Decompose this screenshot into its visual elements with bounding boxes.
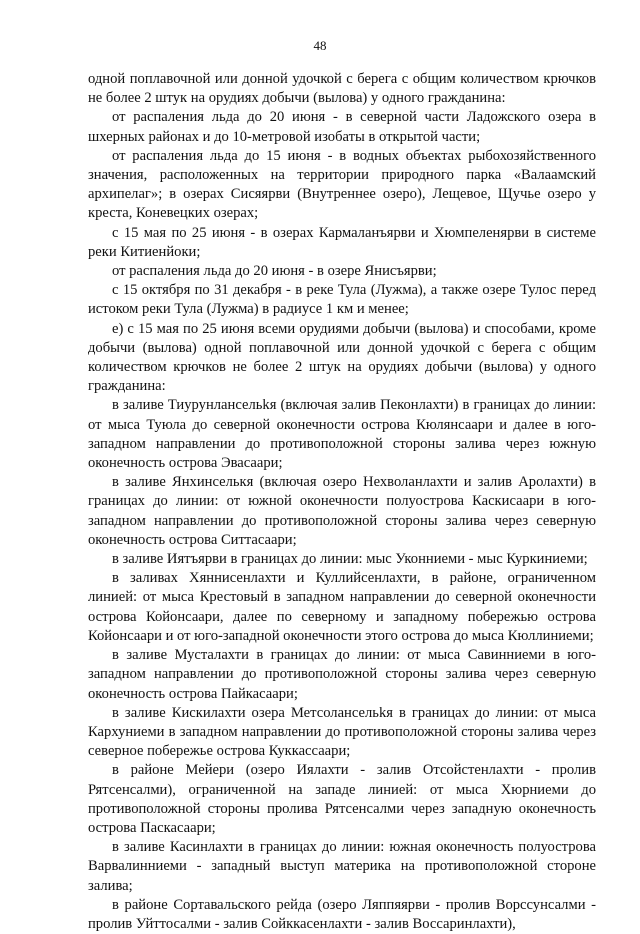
paragraph: в заливе Янхинселькя (включая озеро Нехволанлахти и залив Аролахти) в границах до линии: от южной оконечности полуострова Каскисаари в юго-западном направлении до противоположной стороны залива через северную оконечность острова Ситтасаари;: [88, 474, 596, 548]
paragraph: в заливе Мусталахти в границах до линии: от мыса Савинниеми в юго-западном направлении до противоположной стороны залива через северную оконечность острова Пайкасаари;: [88, 647, 596, 702]
document-body: [88, 70, 596, 934]
paragraph: от распаления льда до 15 июня - в водных объектах рыбохозяйственного значения, расположенных на территории природного парка «Валаамский архипелаг»; в озерах Сисяярви (Внутреннее озеро), Лещевое, Щучье озеро у креста, Коневецких озерах;: [88, 147, 596, 222]
paragraph: с 15 мая по 25 июня - в озерах Кармаланъярви и Хюмпеленярви в системе реки Китиенйоки;: [88, 224, 596, 260]
paragraph: в районе Сортавальского рейда (озеро Ляппяярви - пролив Ворссунсалми - пролив Уйттосалми - залив Сойккасенлахти - залив Воссаринлахти),: [88, 896, 596, 932]
paragraph: в заливе Кискилахти озера Метсолансельkя в границах до линии: от мыса Кархуниеми в западном направлении до противоположной стороны залива через северное побережье острова Куккассаари;: [88, 704, 596, 760]
paragraph: от распаления льда до 20 июня - в северной части Ладожского озера в шхерных районах и до 10-метровой изобаты в открытой части;: [88, 109, 596, 145]
paragraph: в районе Мейери (озеро Иялахти - залив Отсойстенлахти - пролив Рятсенсалми), ограниченной на западе линией: от мыса Хюрниеми до противоположной стороны пролива Рятсенсалми через западную оконечность острова Паскасаари;: [88, 762, 596, 836]
paragraph: в заливе Тиурунлансельkя (включая залив Пеконлахти) в границах до линии: от мыса Туюла до северной оконечности острова Кюлянсаари и далее в юго-западном направлении до противоположной стороны залива через южную оконечность острова Эвасаари;: [88, 397, 596, 472]
paragraph: от распаления льда до 20 июня - в озере Янисъярви;: [112, 263, 437, 280]
paragraph: е) с 15 мая по 25 июня всеми орудиями добычи (вылова) и способами, кроме добычи (вылова) одной поплавочной или донной удочкой с берега с общим количеством крючков не более 2 штук на орудиях добычи (вылова) у одного гражданина:: [88, 320, 596, 395]
paragraph: в заливах Хяннисенлахти и Куллийсенлахти, в районе, ограниченном линией: от мыса Крестовый в западном направлении до северной оконечности острова Койонсаари, далее по северному и западному побережью острова Койонсаари и от юго-западной оконечности этого острова до мыса Кюллиниеми;: [88, 570, 596, 644]
paragraph: в заливе Иятъярви в границах до линии: мыс Уконниеми - мыс Куркиниеми;: [112, 551, 588, 568]
paragraph: с 15 октября по 31 декабря - в реке Тула (Лужма), а также озере Тулос перед истоком реки Тула (Лужма) в радиусе 1 км и менее;: [88, 282, 596, 318]
paragraph: одной поплавочной или донной удочкой с берега с общим количеством крючков не более 2 штук на орудиях добычи (вылова) у одного гражданина:: [88, 71, 596, 107]
page-number: 48: [313, 38, 327, 53]
paragraph: в заливе Касинлахти в границах до линии: южная оконечность полуострова Варвалинниеми - западный выступ материка на противоположной стороне залива;: [88, 839, 596, 894]
